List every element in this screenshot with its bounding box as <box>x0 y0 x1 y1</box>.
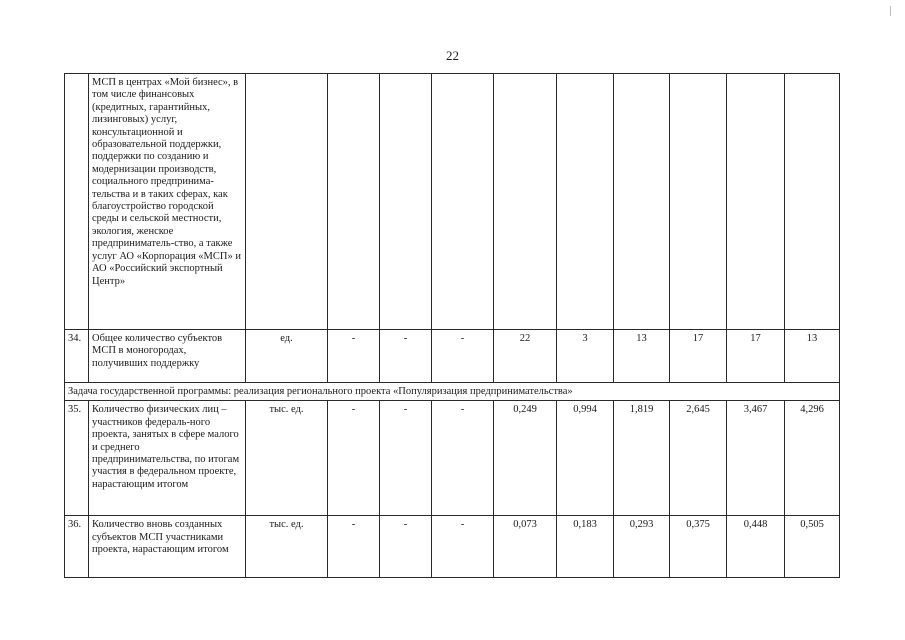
value-cell <box>727 74 785 330</box>
section-heading: Задача государственной программы: реализация регионального проекта «Популяризация предпринимательства» <box>65 383 840 401</box>
value-cell: 22 <box>494 330 557 383</box>
indicator-name-cell: МСП в центрах «Мой бизнес», в том числе финансовых (кредитных, гарантийных, лизинговых) услуг, консультационной и образовательной поддержки, поддержки по созданию и модернизации производств, социального предпринима-тельства и в таких сферах, как благоустройство городской среды и сельской местности, экология, женское предприниматель-ство, а также услуг АО «Корпорация «МСП» и АО «Российский экспортный Центр» <box>89 74 246 330</box>
value-cell: 0,375 <box>670 516 727 578</box>
value-cell: 0,994 <box>557 401 614 516</box>
unit-cell: тыс. ед. <box>246 401 328 516</box>
value-cell: 0,448 <box>727 516 785 578</box>
table-row <box>65 401 840 516</box>
value-cell: 0,293 <box>614 516 670 578</box>
value-cell <box>785 74 840 330</box>
row-number-cell: 35. <box>65 401 89 516</box>
value-cell <box>432 74 494 330</box>
value-cell <box>328 74 380 330</box>
indicators-table <box>64 73 840 578</box>
value-cell: - <box>328 401 380 516</box>
value-cell: - <box>380 330 432 383</box>
value-cell: - <box>432 401 494 516</box>
value-cell: 3,467 <box>727 401 785 516</box>
indicator-name-cell: Количество вновь созданных субъектов МСП участниками проекта, нарастающим итогом <box>89 516 246 578</box>
table-row <box>65 330 840 383</box>
table-row-continuation <box>65 74 840 330</box>
value-cell: 0,505 <box>785 516 840 578</box>
value-cell: 2,645 <box>670 401 727 516</box>
value-cell <box>670 74 727 330</box>
indicator-name-cell: Общее количество субъектов МСП в моногородах, получивших поддержку <box>89 330 246 383</box>
value-cell <box>380 74 432 330</box>
indicator-name-cell: Количество физических лиц – участников федераль-ного проекта, занятых в сфере малого и среднего предпринимательства, по итогам участия в федеральном проекте, нарастающим итогом <box>89 401 246 516</box>
table-row <box>65 516 840 578</box>
value-cell <box>614 74 670 330</box>
value-cell: 13 <box>785 330 840 383</box>
value-cell: - <box>328 330 380 383</box>
value-cell <box>494 74 557 330</box>
value-cell: - <box>380 401 432 516</box>
row-number-cell <box>65 74 89 330</box>
row-number-cell: 34. <box>65 330 89 383</box>
value-cell: 0,073 <box>494 516 557 578</box>
value-cell: 4,296 <box>785 401 840 516</box>
row-number-cell: 36. <box>65 516 89 578</box>
value-cell: 17 <box>727 330 785 383</box>
unit-cell <box>246 74 328 330</box>
value-cell: 3 <box>557 330 614 383</box>
value-cell: 1,819 <box>614 401 670 516</box>
value-cell: - <box>380 516 432 578</box>
value-cell: - <box>328 516 380 578</box>
value-cell: 17 <box>670 330 727 383</box>
scan-mark <box>890 6 891 16</box>
value-cell: - <box>432 516 494 578</box>
value-cell: 0,249 <box>494 401 557 516</box>
value-cell <box>557 74 614 330</box>
unit-cell: тыс. ед. <box>246 516 328 578</box>
value-cell: 13 <box>614 330 670 383</box>
page-number: 22 <box>446 48 459 63</box>
section-heading-row <box>65 383 840 401</box>
value-cell: 0,183 <box>557 516 614 578</box>
value-cell: - <box>432 330 494 383</box>
unit-cell: ед. <box>246 330 328 383</box>
